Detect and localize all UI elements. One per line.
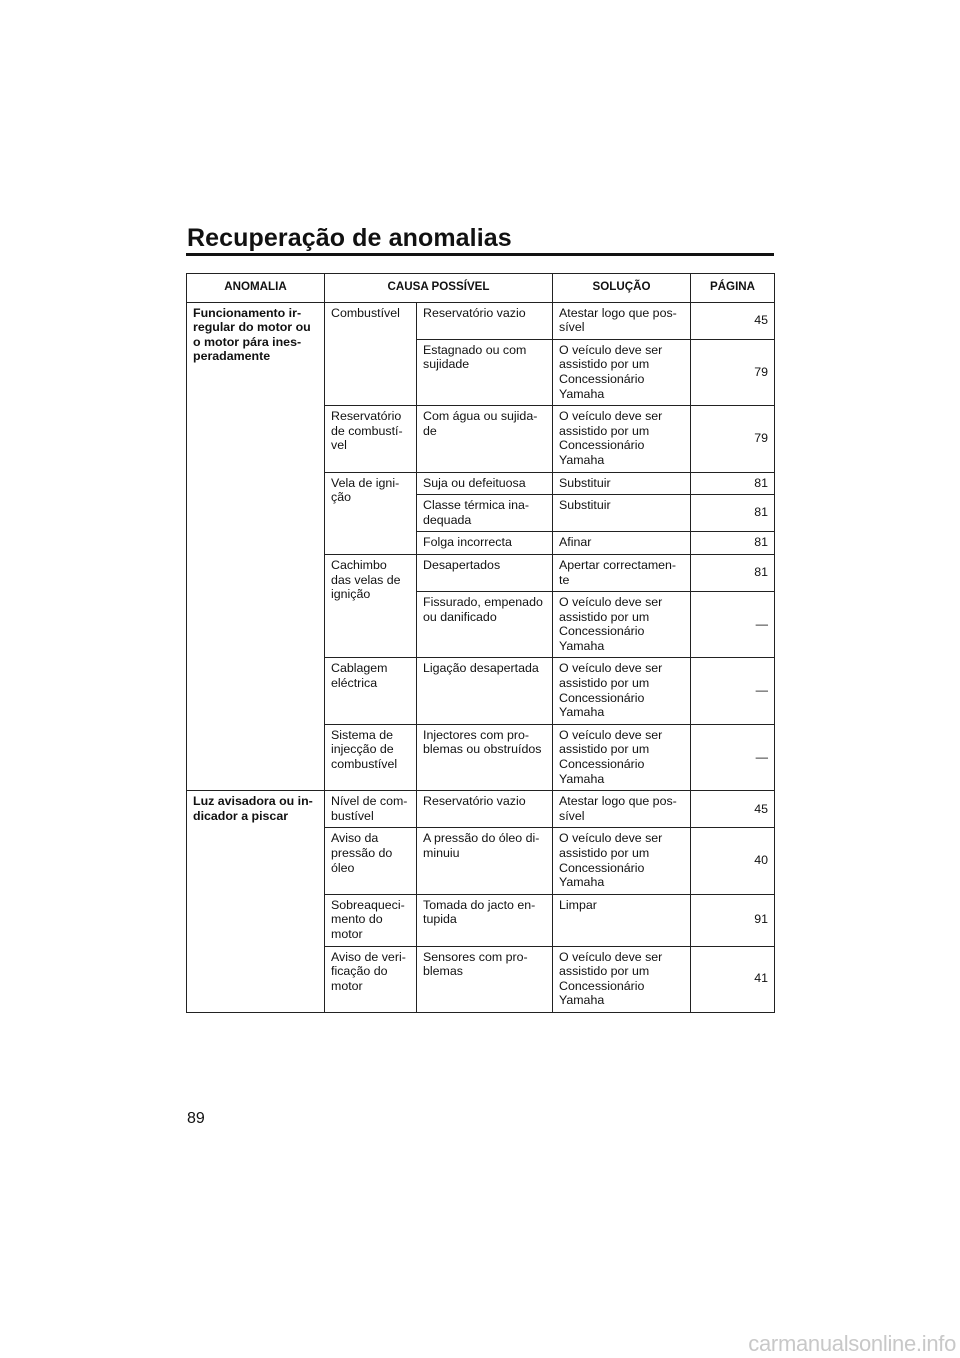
solution-cell: O veículo deve ser assistido por um Concessionário Yamaha xyxy=(553,724,691,790)
cause-cell: Aviso de veri- ficação do motor xyxy=(325,946,417,1012)
page-ref-cell: 45 xyxy=(691,302,775,339)
page-ref-cell: 45 xyxy=(691,791,775,828)
solution-cell: Afinar xyxy=(553,532,691,555)
header-anomalia: ANOMALIA xyxy=(187,274,325,303)
solution-cell: Limpar xyxy=(553,894,691,946)
solution-cell: O veículo deve ser assistido por um Concessionário Yamaha xyxy=(553,828,691,894)
solution-cell: Substituir xyxy=(553,495,691,532)
page-ref-cell: 91 xyxy=(691,894,775,946)
page-ref-cell: 81 xyxy=(691,532,775,555)
cause-cell: Vela de igni- ção xyxy=(325,472,417,554)
page-ref-cell: — xyxy=(691,592,775,658)
solution-cell: O veículo deve ser assistido por um Concessionário Yamaha xyxy=(553,592,691,658)
table-header-row xyxy=(187,274,775,303)
page-ref-cell: 81 xyxy=(691,495,775,532)
page-ref-cell: 81 xyxy=(691,472,775,495)
cause-cell: Reservatório de combustí- vel xyxy=(325,406,417,472)
title-underline xyxy=(186,253,774,256)
solution-cell: Atestar logo que pos- sível xyxy=(553,791,691,828)
cause-cell: Cachimbo das velas de ignição xyxy=(325,554,417,658)
table-row xyxy=(187,302,775,339)
page-ref-cell: 81 xyxy=(691,554,775,591)
page-ref-cell: 79 xyxy=(691,339,775,405)
page-ref-cell: — xyxy=(691,658,775,724)
header-pagina: PÁGINA xyxy=(691,274,775,303)
detail-cell: Suja ou defeituosa xyxy=(417,472,553,495)
detail-cell: Injectores com pro- blemas ou obstruídos xyxy=(417,724,553,790)
cause-cell: Cablagem eléctrica xyxy=(325,658,417,724)
page-ref-cell: 41 xyxy=(691,946,775,1012)
solution-cell: Atestar logo que pos- sível xyxy=(553,302,691,339)
solution-cell: O veículo deve ser assistido por um Concessionário Yamaha xyxy=(553,339,691,405)
cause-cell: Combustível xyxy=(325,302,417,406)
detail-cell: Folga incorrecta xyxy=(417,532,553,555)
cause-cell: Sobreaqueci- mento do motor xyxy=(325,894,417,946)
page-ref-cell: 40 xyxy=(691,828,775,894)
header-causa: CAUSA POSSÍVEL xyxy=(325,274,553,303)
solution-cell: O veículo deve ser assistido por um Concessionário Yamaha xyxy=(553,406,691,472)
solution-cell: Apertar correctamen- te xyxy=(553,554,691,591)
solution-cell: Substituir xyxy=(553,472,691,495)
anomaly-cell: Funcionamento ir- regular do motor ou o motor pára ines- peradamente xyxy=(187,302,325,791)
cause-cell: Sistema de injecção de combustível xyxy=(325,724,417,790)
anomaly-cell: Luz avisadora ou in- dicador a piscar xyxy=(187,791,325,1013)
table-body xyxy=(187,302,775,1012)
detail-cell: Reservatório vazio xyxy=(417,302,553,339)
header-solucao: SOLUÇÃO xyxy=(553,274,691,303)
page-ref-cell: — xyxy=(691,724,775,790)
troubleshooting-table xyxy=(186,273,775,1013)
page-ref-cell: 79 xyxy=(691,406,775,472)
cause-cell: Nível de com- bustível xyxy=(325,791,417,828)
detail-cell: Desapertados xyxy=(417,554,553,591)
table-row xyxy=(187,791,775,828)
watermark: carmanualsonline.info xyxy=(748,1331,956,1356)
detail-cell: Sensores com pro- blemas xyxy=(417,946,553,1012)
detail-cell: A pressão do óleo di- minuiu xyxy=(417,828,553,894)
detail-cell: Fissurado, empenado ou danificado xyxy=(417,592,553,658)
detail-cell: Classe térmica ina- dequada xyxy=(417,495,553,532)
page-number: 89 xyxy=(187,1110,205,1127)
page-title: Recuperação de anomalias xyxy=(187,224,512,252)
solution-cell: O veículo deve ser assistido por um Concessionário Yamaha xyxy=(553,658,691,724)
solution-cell: O veículo deve ser assistido por um Concessionário Yamaha xyxy=(553,946,691,1012)
cause-cell: Aviso da pressão do óleo xyxy=(325,828,417,894)
detail-cell: Com água ou sujida- de xyxy=(417,406,553,472)
detail-cell: Tomada do jacto en- tupida xyxy=(417,894,553,946)
detail-cell: Ligação desapertada xyxy=(417,658,553,724)
detail-cell: Estagnado ou com sujidade xyxy=(417,339,553,405)
detail-cell: Reservatório vazio xyxy=(417,791,553,828)
